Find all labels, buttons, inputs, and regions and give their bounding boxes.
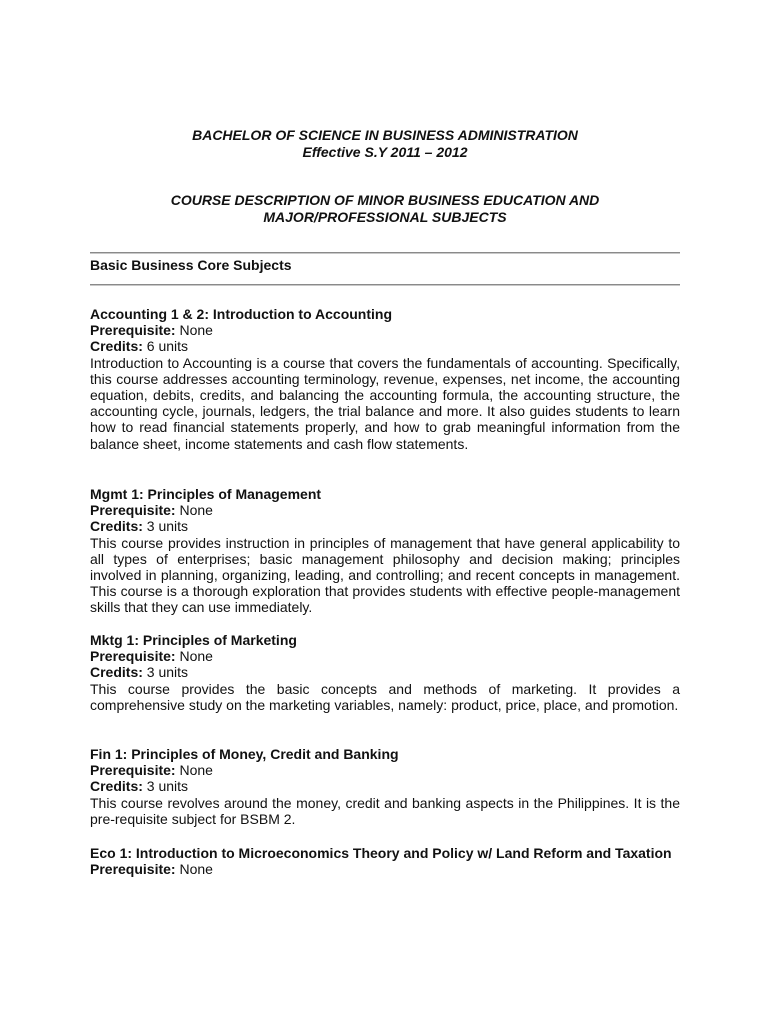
course-entry-accounting <box>90 306 680 452</box>
course-title: Mktg 1: Principles of Marketing <box>90 632 297 648</box>
description-heading-line-2: MAJOR/PROFESSIONAL SUBJECTS <box>263 209 507 225</box>
course-prerequisite <box>90 648 680 664</box>
prerequisite-value: None <box>179 502 213 519</box>
course-title: Eco 1: Introduction to Microeconomics Theory and Policy w/ Land Reform and Taxation <box>90 845 672 861</box>
credits-label: Credits: <box>90 518 143 535</box>
credits-label: Credits: <box>90 664 143 681</box>
credits-value: 6 units <box>146 338 189 355</box>
credits-value: 3 units <box>146 518 189 535</box>
prerequisite-value: None <box>179 762 213 779</box>
course-prerequisite <box>90 322 680 338</box>
prerequisite-label: Prerequisite: <box>90 861 176 878</box>
program-title: BACHELOR OF SCIENCE IN BUSINESS ADMINISTRATION <box>192 127 578 143</box>
course-description: This course provides the basic concepts and methods of marketing. It provides a comprehensive study on the marketing variables, namely: product, price, place, and promotion. <box>90 680 680 713</box>
prerequisite-label: Prerequisite: <box>90 648 176 665</box>
course-description: This course provides instruction in principles of management that have general applicability to all types of enterprises; basic management philosophy and decision making; principles involved in planning, organizing, leading, and controlling; and recent concepts in management. This course is a thorough exploration that provides students with effective people-management skills that they can use immediately. <box>90 534 680 616</box>
course-description: Introduction to Accounting is a course that covers the fundamentals of accounting. Specifically, this course addresses accounting terminology, revenue, expenses, net income, the accounting equation, debits, credits, and balancing the accounting formula, the accounting structure, the accounting cycle, journals, ledgers, the trial balance and more. It also guides students to learn how to read financial statements properly, and how to grab meaningful information from the balance sheet, income statements and cash flow statements. <box>90 354 680 452</box>
course-prerequisite <box>90 861 680 877</box>
prerequisite-label: Prerequisite: <box>90 322 176 339</box>
course-entry-management <box>90 486 680 616</box>
course-description: This course revolves around the money, credit and banking aspects in the Philippines. It is the pre-requisite subject for BSBM 2. <box>90 794 680 827</box>
prerequisite-value: None <box>179 648 213 665</box>
description-heading <box>90 192 680 226</box>
prerequisite-label: Prerequisite: <box>90 762 176 779</box>
course-title: Mgmt 1: Principles of Management <box>90 486 322 502</box>
course-credits <box>90 338 680 354</box>
course-entry-marketing <box>90 632 680 713</box>
credits-value: 3 units <box>146 778 189 795</box>
program-heading <box>90 127 680 161</box>
credits-label: Credits: <box>90 778 143 795</box>
effective-year: Effective S.Y 2011 – 2012 <box>302 144 468 160</box>
course-title: Accounting 1 & 2: Introduction to Accounting <box>90 306 393 322</box>
prerequisite-value: None <box>179 861 213 878</box>
course-credits <box>90 778 680 794</box>
course-prerequisite <box>90 762 680 778</box>
course-prerequisite <box>90 502 680 518</box>
course-credits <box>90 518 680 534</box>
prerequisite-value: None <box>179 322 213 339</box>
description-heading-line-1: COURSE DESCRIPTION OF MINOR BUSINESS EDUCATION AND <box>170 192 600 208</box>
credits-value: 3 units <box>146 664 189 681</box>
credits-label: Credits: <box>90 338 143 355</box>
section-label: Basic Business Core Subjects <box>90 257 292 273</box>
course-entry-finance <box>90 746 680 827</box>
section-bottom-divider <box>90 284 680 286</box>
course-title: Fin 1: Principles of Money, Credit and Banking <box>90 746 399 762</box>
course-entry-economics <box>90 845 680 877</box>
section-top-divider <box>90 252 680 254</box>
prerequisite-label: Prerequisite: <box>90 502 176 519</box>
course-credits <box>90 664 680 680</box>
